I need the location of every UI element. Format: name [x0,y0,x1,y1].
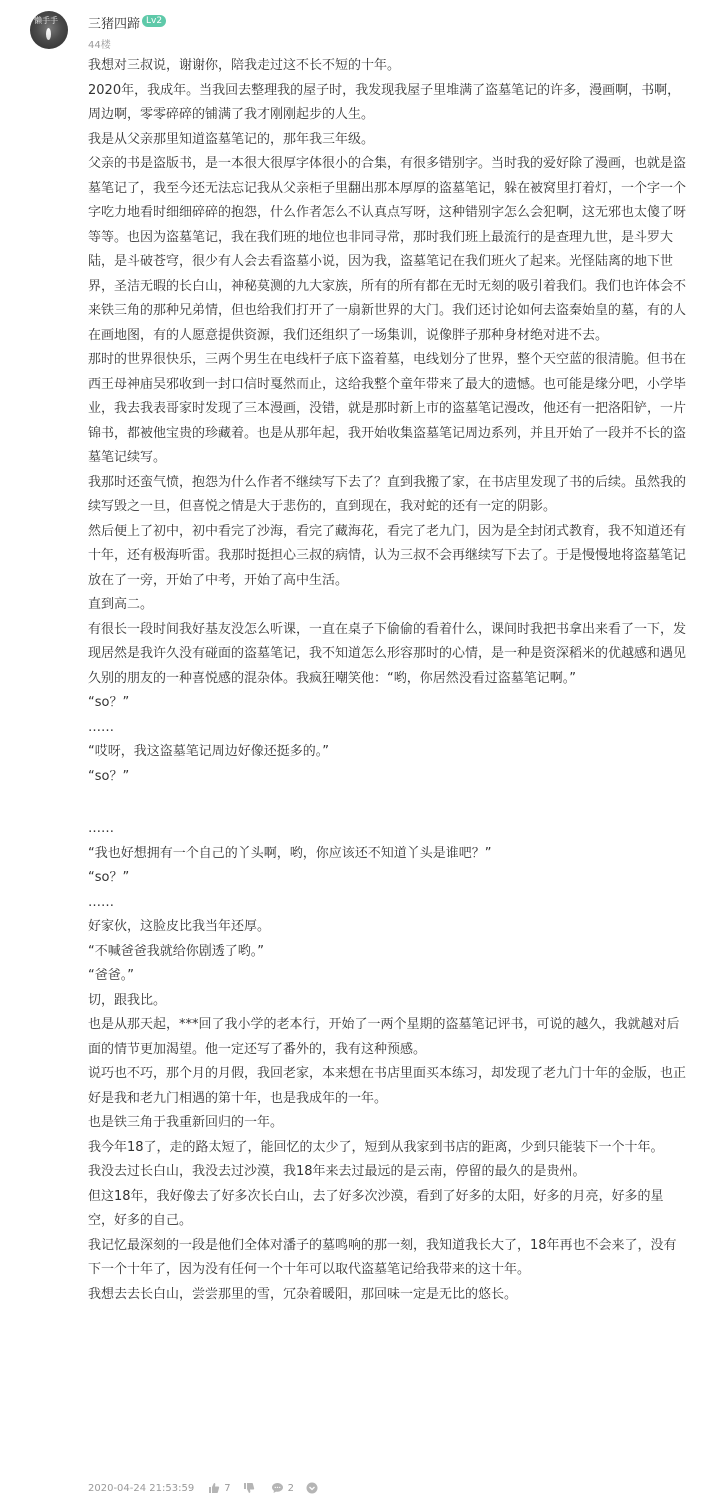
paragraph: 有很长一段时间我好基友没怎么听课，一直在桌子下偷偷的看着什么，课间时我把书拿出来看了一下，发现居然是我许久没有碰面的盗墓笔记，我不知道怎么形容那时的心情，是一种是资深稻米的优越感和遇见久别的朋友的一种喜悦感的混杂体。我疯狂嘲笑他：“哟，你居然没看过盗墓笔记啊。” [88,621,687,686]
comment-button[interactable] [271,1482,294,1494]
paragraph: 然后便上了初中，初中看完了沙海，看完了藏海花，看完了老九门，因为是全封闭式教育，我不知道还有十年，还有极海听雷。我那时挺担心三叔的病情，认为三叔不会再继续写下去了。于是慢慢地将盗墓笔记放在了一旁，开始了中考，开始了高中生活。 [88,523,687,588]
paragraph: 我那时还蛮气愤，抱怨为什么作者不继续写下去了？直到我搬了家，在书店里发现了书的后续。虽然我的续写毁之一旦，但喜悦之情是大于悲伤的，直到现在，我对蛇的还有一定的阴影。 [88,474,687,514]
paragraph: …… [88,719,114,735]
paragraph: 也是从那天起，***回了我小学的老本行，开始了一两个星期的盗墓笔记评书，可说的越久，我就越对后面的情节更加渴望。他一定还写了番外的，我有这种预感。 [88,1017,680,1057]
paragraph: “so？” [88,870,130,885]
thumb-down-icon [243,1482,255,1494]
thumb-up-icon [208,1482,220,1494]
paragraph: “我也好想拥有一个自己的丫头啊，哟，你应该还不知道丫头是谁吧？” [88,845,492,861]
paragraph: …… [88,821,114,836]
paragraph: 也是铁三角于我重新回归的一年。 [88,1115,284,1130]
paragraph: 我是从父亲那里知道盗墓笔记的，那年我三年级。 [88,131,375,147]
comment-count: 2 [287,1482,294,1494]
paragraph: 2020年，我成年。当我回去整理我的屋子时，我发现我屋子里堆满了盗墓笔记的许多，漫画啊，书啊，周边啊，零零碎碎的铺满了我才刚刚起步的人生。 [88,82,681,122]
paragraph: 我想对三叔说，谢谢你，陪我走过这不长不短的十年。 [88,58,401,73]
paragraph: …… [88,894,114,910]
comment-footer [88,1480,334,1496]
paragraph: 直到高二。 [88,597,154,612]
paragraph: “不喊爸爸我就给你剧透了哟。” [88,943,264,959]
dislike-button[interactable] [243,1482,259,1494]
like-button[interactable] [208,1482,230,1494]
paragraph: “爸爸。” [88,968,134,983]
paragraph: 切，跟我比。 [88,992,167,1008]
paragraph: 说巧也不巧，那个月的月假，我回老家，本来想在书店里面买本练习，却发现了老九门十年的金版，也正好是我和老九门相遇的第十年，也是我成年的一年。 [88,1066,687,1106]
floor-number: 44楼 [88,40,111,51]
paragraph: 我今年18了，走的路太短了，能回忆的太少了，短到从我家到书店的距离，少到只能装下一个十年。 [88,1139,664,1155]
paragraph-gap [88,789,688,817]
comment-bubble-icon [271,1482,284,1494]
more-button[interactable] [306,1482,322,1494]
username[interactable]: 三猪四蹄 [88,17,141,32]
paragraph: 父亲的书是盗版书，是一本很大很厚字体很小的合集，有很多错别字。当时我的爱好除了漫画，也就是盗墓笔记了，我至今还无法忘记我从父亲柜子里翻出那本厚厚的盗墓笔记，躲在被窝里打着灯，一个字一个字吃力地看时细细碎碎的抱怨，什么作者怎么不认真点写呀，这种错别字怎么会犯啊，这无邪也太傻了呀等等。也因为盗墓笔记，我在我们班的地位也非同寻常，那时我们班上最流行的是查理九世，是斗罗大陆，是斗破苍穹，很少有人会去看盗墓小说，因为我，盗墓笔记在我们班火了起来。光怪陆离的地下世界，圣洁无暇的长白山，神秘莫测的九大家族，所有的所有都在无时无刻的吸引着我们。我们也许体会不来铁三角的那种兄弟情，但也给我们打开了一扇新世界的大门。我们还讨论如何去盗秦始皇的墓，有的人在画地图，有的人愿意提供资源，我们还组织了一场集训，说像胖子那种身材绝对进不去。 [88,156,687,343]
comment-content [88,54,688,1307]
timestamp: 2020-04-24 21:53:59 [88,1482,195,1494]
like-count: 7 [224,1482,231,1494]
paragraph: 我记忆最深刻的一段是他们全体对潘子的墓鸣响的那一刻，我知道我长大了，18年再也不会来了，没有下一个十年了，因为没有任何一个十年可以取代盗墓笔记给我带来的这十年。 [88,1237,677,1277]
level-badge: Lv2 [142,15,166,27]
paragraph: 那时的世界很快乐，三两个男生在电线杆子底下盗着墓，电线划分了世界，整个天空蓝的很清脆。但书在西王母神庙吴邪收到一封口信时戛然而止，这给我整个童年带来了最大的遗憾。也可能是缘分吧，小学毕业，我去我表哥家时发现了三本漫画，没错，就是那时新上市的盗墓笔记漫改，他还有一把洛阳铲，一片锦书，都被他宝贵的珍藏着。也是从那年起，我开始收集盗墓笔记周边系列，并且开始了一段并不长的盗墓笔记续写。 [88,352,687,465]
paragraph: 我想去去长白山，尝尝那里的雪，冗杂着暖阳，那回味一定是无比的悠长。 [88,1286,518,1302]
avatar[interactable] [30,11,68,49]
paragraph: 好家伙，这脸皮比我当年还厚。 [88,919,271,934]
paragraph: “so？” [88,695,130,710]
more-circle-icon [306,1482,318,1494]
candle-flame-icon [46,28,51,40]
paragraph: 但这18年，我好像去了好多次长白山，去了好多次沙漠，看到了好多的太阳，好多的月亮，好多的星空，好多的自己。 [88,1188,664,1228]
avatar-text: 懒手手 [34,16,58,25]
paragraph: “哎呀，我这盗墓笔记周边好像还挺多的。” [88,744,329,759]
paragraph: 我没去过长白山，我没去过沙漠，我18年来去过最远的是云南，停留的最久的是贵州。 [88,1164,586,1179]
paragraph: “so？” [88,768,130,784]
